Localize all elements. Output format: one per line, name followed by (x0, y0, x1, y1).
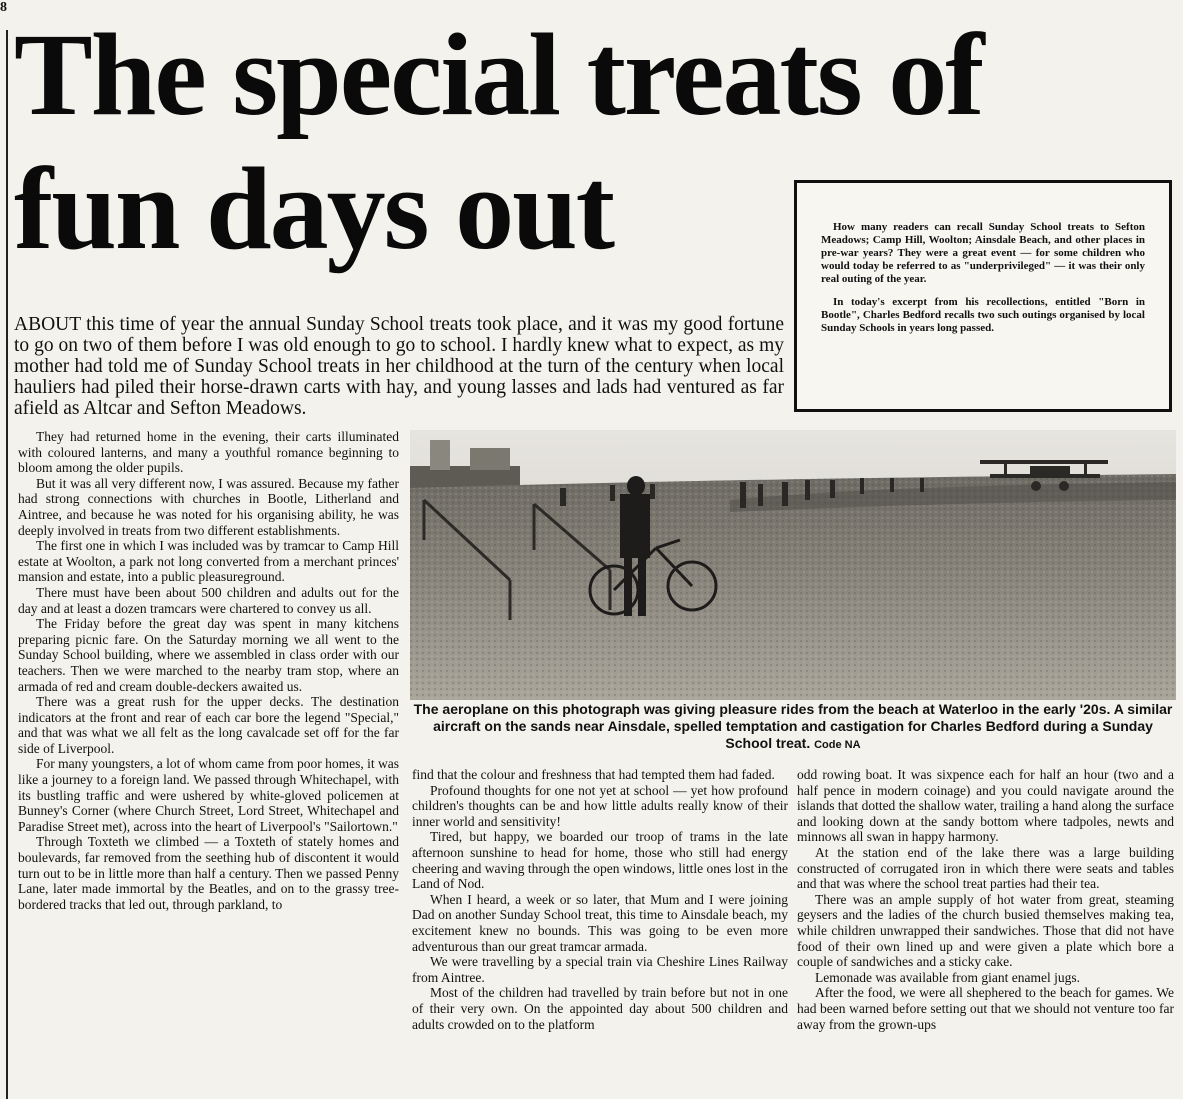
paragraph: When I heard, a week or so later, that Mum and I were joining Dad on another Sunday School treat, this time to Ainsdale beach, my excitement knew no bounds. This was going to be even more adventurous than our great tramcar armada. (412, 891, 788, 954)
paragraph: Lemonade was available from giant enamel jugs. (815, 969, 1081, 985)
paragraph: After the food, we were all shephered to the beach for games. We had been warned before setting out that we should not venture too far away from the grown-ups (797, 985, 1174, 1032)
intro-paragraph: How many readers can recall Sunday School treats to Sefton Meadows; Camp Hill, Woolton; Ainsdale Beach, and other places in pre-war years? They were a great event — for some children who would today be referred to as "underprivileged" — it was their only real outing of the year. (821, 221, 1145, 285)
photo-caption (408, 701, 1178, 754)
intro-box (794, 180, 1172, 412)
paragraph: For many youngsters, a lot of whom came from poor homes, it was like a journey to a foreign land. We passed through Whitechapel, with its bustling traffic and were ushered by white-gloved policemen at Bunney's Corner (where Church Street, Lord Street, Whitechapel and Paradise Street met), across into the heart of Liverpool's "Sailortown." (18, 756, 399, 834)
photo-code: Code NA (814, 739, 861, 751)
paragraph: Profound thoughts for one not yet at school — yet how profound children's thoughts can be and how little adults really know of their inner world and sensitivity! (412, 782, 788, 829)
paragraph: There was a great rush for the upper decks. The destination indicators at the front and rear of each car bore the legend "Special," and that was what we all felt as the long cavalcade set off for the far side of Liverpool. (18, 694, 399, 756)
paragraph: At the station end of the lake there was a large building constructed of corrugated iron in which there were seats and tables and that was where the school treat parties had their tea. (797, 844, 1174, 892)
headline-line-2: fun days out (14, 143, 614, 274)
paragraph: There was an ample supply of hot water from great, steaming geysers and the ladies of the church busied themselves making tea, while children unwrapped their sandwiches. Those that did not have food of their own lined up and were given a plate which bore a couple of sandwiches and a sticky cake. (797, 891, 1174, 970)
paragraph: Tired, but happy, we boarded our troop of trams in the late afternoon sunshine to head for home, those who still had energy cheering and waving through the open windows, little ones lost in the Land of Nod. (412, 829, 788, 892)
article-column-1 (18, 429, 399, 1099)
paragraph: There must have been about 500 children and adults out for the day and at least a dozen tramcars were chartered to convey us all. (18, 584, 399, 616)
headline-line-1: The special treats of (14, 9, 983, 140)
paragraph: Most of the children had travelled by train before but not in one of their very own. On the appointed day about 500 children and adults crowded on to the platform (412, 985, 788, 1032)
paragraph: The first one in which I was included was by tramcar to Camp Hill estate at Woolton, a park not long converted from a merchant princes' mansion and estate, into a public pleasureground. (18, 538, 399, 585)
article-column-3 (797, 767, 1174, 1099)
paragraph: Through Toxteth we climbed — a Toxteth of stately homes and boulevards, far removed from the seething hub of discontent it would turn out to be in little more than half a century. Then we passed Penny Lane, later made immortal by the Beatles, and on to the grassy tree-bordered tracks that led out, through parkland, to (18, 834, 399, 912)
intro-paragraph: In today's excerpt from his recollections, entitled "Born in Bootle", Charles Bedford recalls two such outings organised by local Sunday Schools in years long passed. (821, 296, 1145, 334)
caption-text: The aeroplane on this photograph was giving pleasure rides from the beach at Waterloo in the early '20s. A similar aircraft on the sands near Ainsdale, spelled temptation and castigation for Charles Bedford during a Sunday School treat. (413, 701, 1173, 751)
lead-paragraph: ABOUT this time of year the annual Sunday School treats took place, and it was my good fortune to go on two of them before I was old enough to go to school. I hardly knew what to expect, as my mother had told me of Sunday School treats in her childhood at the turn of the century when local hauliers had piled their horse-drawn carts with hay, and young lasses and lads had ventured as far afield as Altcar and Sefton Meadows. (14, 314, 784, 419)
paragraph: find that the colour and freshness that had tempted them had faded. (412, 767, 775, 782)
column-rule (6, 30, 8, 1099)
paragraph: But it was all very different now, I was assured. Because my father had strong connections with churches in Bootle, Litherland and Aintree, and because he was noted for his organising ability, he was deeply involved in treats from two different establishments. (18, 475, 399, 538)
article-column-2 (412, 767, 788, 1099)
page-number: 8 (0, 0, 7, 15)
beach-photograph (410, 430, 1176, 700)
paragraph: The Friday before the great day was spent in many kitchens preparing picnic fare. On the Saturday morning we all went to the Sunday School building, where we assembled in class order with our teachers. Then we were marched to the nearby tram stop, where an armada of red and cream double-deckers awaited us. (18, 616, 399, 694)
paragraph: We were travelling by a special train via Cheshire Lines Railway from Aintree. (412, 954, 788, 985)
paragraph: odd rowing boat. It was sixpence each for half an hour (two and a half pence in modern coinage) and you could navigate around the islands that dotted the shallow water, trailing a hand along the surface and looking down at the sandy bottom where tadpoles, newts and minnows all swan in happy harmony. (797, 767, 1174, 845)
beach-aeroplane-image (410, 430, 1176, 700)
paragraph: They had returned home in the evening, their carts illuminated with coloured lanterns, and many a youthful romance beginning to bloom among the older pupils. (18, 429, 399, 476)
